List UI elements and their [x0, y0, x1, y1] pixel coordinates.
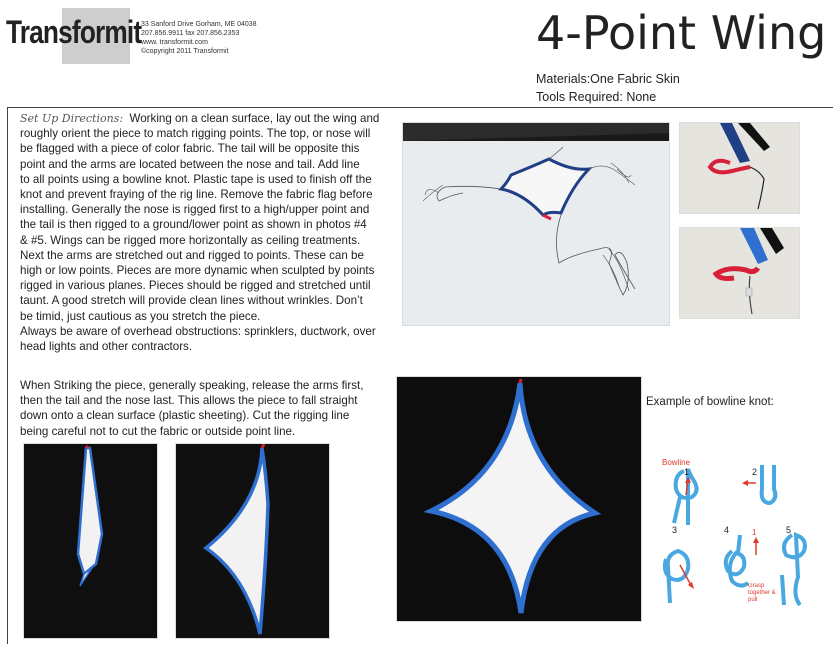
knot-step-1: 1: [684, 467, 690, 477]
photo-knot-closeup-2: [679, 227, 800, 319]
setup-line: to all points using a bowline knot. Plastic tape is used to finish off the: [20, 172, 372, 186]
setup-line: head lights and other contractors.: [20, 340, 193, 354]
striking-line: being careful not to cut the fabric or outside point line.: [20, 424, 296, 438]
phone-line: 207.856.9911 fax 207.856.2353: [141, 30, 240, 37]
setup-line: roughly orient the piece to match rigging points. The top, or nose will: [20, 127, 371, 141]
setup-line: taunt. A good stretch will provide clean lines without wrinkles. Don’t: [20, 294, 363, 308]
setup-line: be flagged with a piece of color fabric. The tail will be opposite this: [20, 142, 360, 156]
striking-line: then the tail and the nose last. This allows the piece to fall straight: [20, 394, 358, 408]
knot-note: Grasp together & pull: [748, 583, 776, 603]
setup-line: high or low points. Pieces are more dynamic when sculpted by points: [20, 264, 375, 278]
photo-knot-closeup-1: [679, 122, 800, 214]
striking-directions: [20, 378, 400, 439]
setup-line: rigged in various planes. Pieces should be rigged and stretched until: [20, 279, 371, 293]
setup-line: Next the arms are stretched out and rigged to points. These can be: [20, 248, 364, 262]
setup-line: & #5. Wings can be rigged more horizontally as ceiling treatments.: [20, 233, 361, 247]
knot-step-2: 2: [752, 467, 758, 477]
knot-step-5: 5: [786, 525, 792, 535]
page-title: 4-Point Wing: [536, 6, 827, 60]
setup-line: be timid, just cautious as you stretch the piece.: [20, 309, 261, 323]
company-address: [141, 20, 257, 56]
knot-caption: Example of bowline knot:: [646, 396, 774, 408]
striking-line: When Striking the piece, generally speaking, release the arms first,: [20, 379, 364, 392]
address-line: 33 Sanford Drive Gorham, ME 04038: [141, 21, 257, 28]
knot-step-4-arrow-label: 1: [752, 528, 757, 537]
setup-line: knot and prevent fraying of the rig line. Remove the fabric flag before: [20, 188, 373, 202]
bowline-diagram: [652, 455, 818, 625]
setup-directions: [20, 111, 400, 354]
photo-rigged-full: [396, 376, 642, 622]
setup-line: Set Up Directions: Working on a clean surface, lay out the wing and: [20, 112, 380, 125]
setup-line: the tail is then rigged to a ground/lower point as shown in photos #4: [20, 218, 367, 232]
knot-step-4: 4: [724, 525, 730, 535]
company-logo: Transformit: [6, 14, 142, 50]
setup-line: installing. Generally the nose is rigged first to a high/upper point and: [20, 203, 370, 217]
copyright-line: ©copyright 2011 Transformit: [141, 48, 229, 55]
setup-line: Always be aware of overhead obstructions: sprinklers, ductwork, over: [20, 324, 376, 338]
website-line: www. transformit.com: [141, 39, 208, 46]
knot-step-3: 3: [672, 525, 678, 535]
tools-line: Tools Required: None: [536, 90, 657, 104]
photo-layout-on-floor: [402, 122, 670, 326]
knot-label-bowline: Bowline: [662, 458, 691, 467]
setup-line: point and the arms are located between the nose and tail. Add line: [20, 157, 360, 171]
striking-line: down onto a clean surface (plastic sheeting). Cut the rigging line: [20, 409, 350, 423]
photo-rigged-partial: [175, 443, 330, 639]
materials-line: Materials:One Fabric Skin: [536, 72, 680, 86]
photo-rigged-narrow: [23, 443, 158, 639]
setup-label: Set Up Directions:: [20, 112, 124, 125]
